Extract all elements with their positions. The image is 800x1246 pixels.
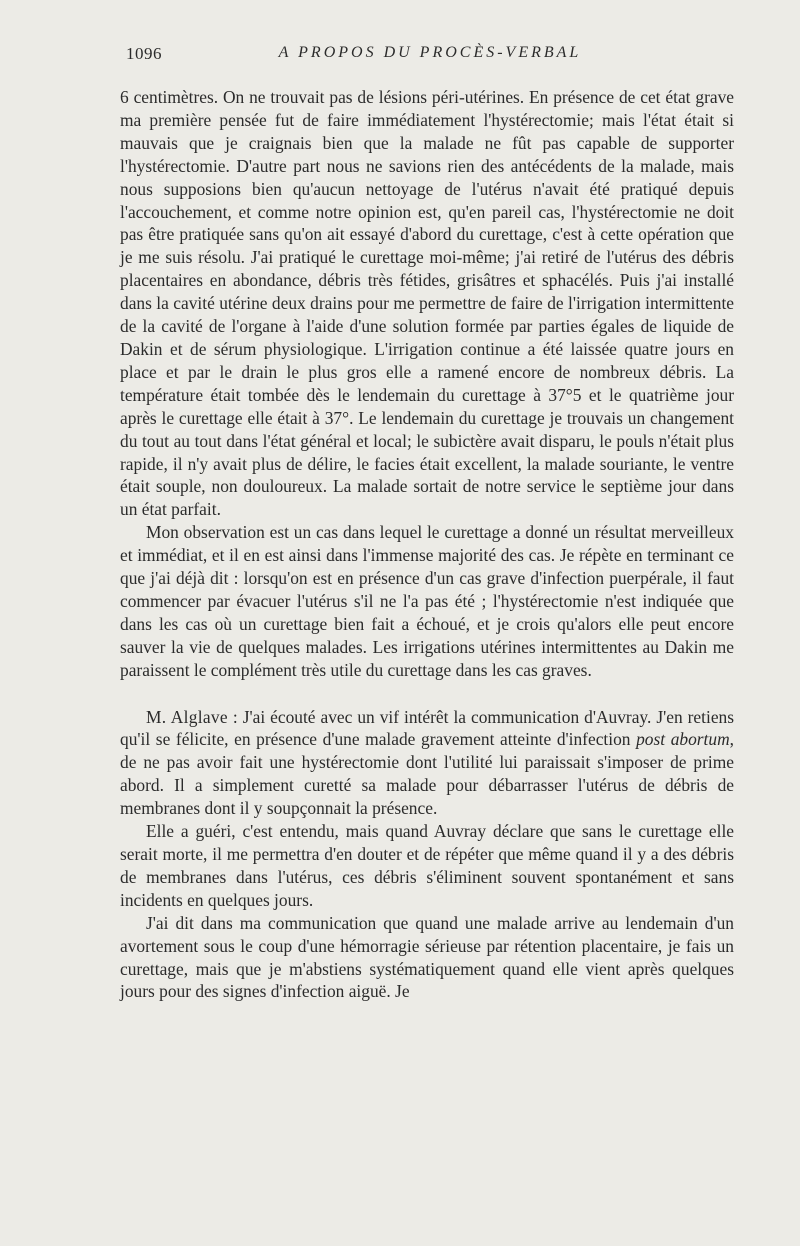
paragraph-continuation: 6 centimètres. On ne trouvait pas de lésions péri-utérines. En présence de cet état grave ma première pensée fut de faire immédiatement l'hystérectomie; mais l'état était si mauvais que je craignais bien que la malade ne fût pas capable de supporter l'hystérectomie. D'autre part nous ne savions rien des antécédents de la malade, mais nous supposions bien qu'aucun nettoyage de l'utérus n'avait été pratiqué depuis l'accouchement, et comme notre opinion est, qu'en pareil cas, l'hystérectomie ne doit pas être pratiquée sans qu'on ait essayé d'abord du curettage, c'est à cette opération que je me suis résolu. J'ai pratiqué le curettage moi-même; j'ai retiré de l'utérus des débris placentaires en abondance, débris très fétides, grisâtres et sphacélés. Puis j'ai installé dans la cavité utérine deux drains pour me permettre de faire de l'irrigation intermittente de la cavité de l'organe à l'aide d'une solution formée par parties égales de liquide de Dakin et de sérum physiologique. L'irrigation continue a été laissée quatre jours en place et par le drain le plus gros elle a ramené encore de nombreux débris. La température était tombée dès le lendemain du curettage à 37°5 et le quatrième jour après le curettage elle était à 37°. Le lendemain du curettage je trouvais un changement du tout au tout dans l'état général et local; le subictère avait disparu, le pouls n'était plus rapide, il n'y avait plus de délire, le facies était excellent, la malade souriante, le ventre était souple, non douloureux. La malade sortait de notre service le septième jour dans un état parfait.	[120, 87, 734, 520]
speech-text-end: , de ne pas avoir fait une hystérectomie dont l'utilité lui paraissait s'imposer de prime abord. Il a simplement curetté sa malade pour débarrasser l'utérus de débris de membranes dont il y soupçonnait la présence.	[120, 729, 735, 819]
paragraph-alglave-intervention	[120, 706, 734, 821]
paragraph-observation: Mon observation est un cas dans lequel le curettage a donné un résultat merveilleux et immédiat, et il en est ainsi dans l'immense majorité des cas. Je répète en terminant ce que j'ai déjà dit : lorsqu'on est en présence d'un cas grave d'infection puerpérale, il faut commencer par évacuer l'utérus s'il ne l'a pas été ; l'hystérectomie n'est indiquée que dans les cas où un curettage bien fait a échoué, et je crois qu'alors elle peut encore sauver la vie de quelques malades. Les irrigations utérines intermittentes au Dakin me paraissent le complément très utile du curettage dans les cas graves.	[120, 522, 734, 680]
speaker-name: M. Alglave	[146, 706, 228, 727]
latin-term: post abortum	[636, 729, 730, 750]
running-title: A PROPOS DU PROCÈS-VERBAL	[278, 44, 582, 61]
body-text	[120, 86, 734, 1003]
speech-text-start: : J'ai écouté avec un vif intérêt la communication d'Auvray. J'en retiens qu'il se félicite, en présence d'une malade gravement atteinte d'infection	[120, 706, 734, 750]
paragraph-guerison: Elle a guéri, c'est entendu, mais quand Auvray déclare que sans le curettage elle serait morte, il me permettra d'en douter et de répéter que même quand il y a des débris de membranes dans l'utérus, ces débris s'éliminent souvent spontanément et sans incidents en quelques jours.	[120, 821, 734, 910]
section-gap	[120, 682, 734, 706]
page-header	[126, 44, 734, 70]
paragraph-communication: J'ai dit dans ma communication que quand une malade arrive au lendemain d'un avortement sous le coup d'une hémorragie sérieuse par rétention placentaire, je fais un curettage, mais que je m'abstiens systématiquement quand elle vient après quelques jours pour des signes d'infection aiguë. Je	[120, 912, 734, 1002]
page-number: 1096	[126, 44, 162, 63]
